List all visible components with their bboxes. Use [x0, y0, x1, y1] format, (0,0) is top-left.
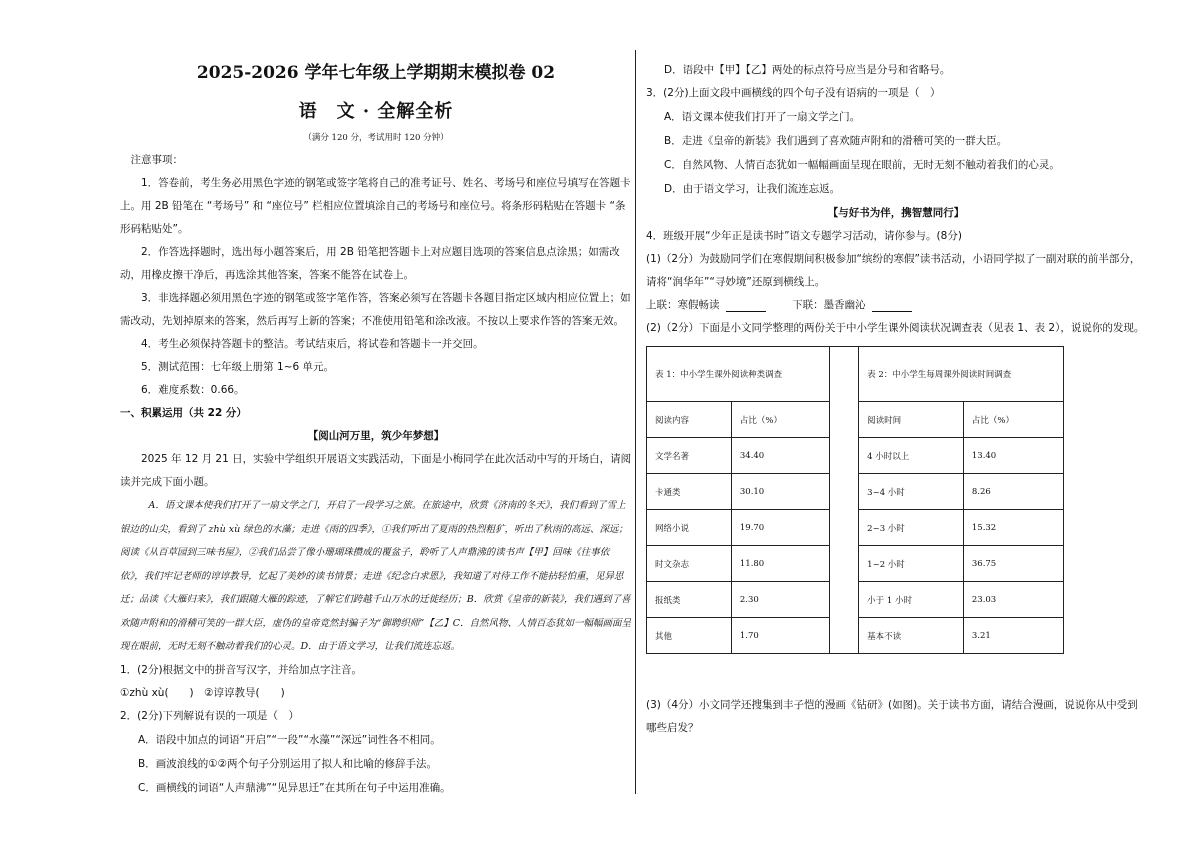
table1-header-ratio: 占比（%）	[731, 402, 829, 438]
table1-cell: 报纸类	[647, 582, 732, 618]
table1-cell: 30.10	[731, 474, 829, 510]
q3-stem: 3．(2分)上面文段中画横线的四个句子没有语病的一项是（ ）	[646, 87, 941, 99]
note-item-5: 5．测试范围：七年级上册第 1~6 单元。	[141, 361, 335, 373]
reading-passage: A．语文课本使我们打开了一扇文学之门，开启了一段学习之旅。在旅途中，欣赏《济南的冬天》，我们看到了雪上银边的山尖，看到了 zhù xù 绿色的水藻；走进《雨的四季》，①我们听出了夏雨的热烈粗犷，听出了秋雨的高远、深远；阅读《从百草园到三味书屋》，②我们品尝了像小珊瑚珠攒成的覆盆子，聆听了人声鼎沸的读书声【甲】回味《往事依依》，我们牢记老师的谆谆教导，忆起了美妙的读书情景；走进《纪念白求恩》，我知道了对待工作不能拈轻怕重，见异思迁；品读《大雁归来》，我们跟随大雁的踪迹，了解它们跨越千山万水的迁徙经历；B．欣赏《皇帝的新装》，我们遇到了喜欢随声附和的滑稽可笑的一群大臣，虚伪的皇帝竟然封骗子为“御聘织师”【乙】C．自然风物、人情百态犹如一幅幅画面呈现在眼前，无时无刻不触动着我们的心灵。D．由于语文学习，让我们流连忘返。	[120, 500, 631, 652]
q2-option-b: B．画波浪线的①②两个句子分别运用了拟人和比喻的修辞手法。	[138, 757, 438, 770]
note-item-6: 6．难度系数：0.66。	[141, 384, 245, 396]
table2-cell: 1~2 小时	[859, 546, 964, 582]
table-gap	[830, 347, 859, 654]
table2-cell: 4 小时以上	[859, 438, 964, 474]
table1-cell: 2.30	[731, 582, 829, 618]
q3-option-d: D．由于语文学习，让我们流连忘返。	[664, 183, 841, 195]
table2-header-ratio: 占比（%）	[963, 402, 1063, 438]
q4-sub2: (2)（2分）下面是小文同学整理的两份关于中小学生课外阅读状况调查表（见表 1、表 2），说说你的发现。	[646, 322, 1145, 334]
right-column	[646, 58, 1146, 740]
exam-subtitle: 语 文 · 全解全析	[298, 101, 454, 122]
table2-cell: 23.03	[963, 582, 1063, 618]
table1-cell: 时文杂志	[647, 546, 732, 582]
q1-parts: ①zhù xù( ) ②谆谆教导( )	[120, 686, 285, 699]
exam-title: 2025-2026 学年七年级上学期期末模拟卷 02	[196, 63, 556, 83]
theme-two: 【与好书为伴，携智慧同行】	[827, 207, 965, 219]
table2-cell: 3~4 小时	[859, 474, 964, 510]
score-note: （满分 120 分，考试用时 120 分钟）	[303, 133, 449, 143]
q4-sub3: (3)（4分）小文同学还搜集到丰子恺的漫画《钻研》(如图)。关于读书方面，请结合漫画，说说你从中受到哪些启发？	[646, 699, 1138, 734]
left-column	[120, 58, 632, 800]
q2-stem: 2．(2分)下列解说有误的一项是（ ）	[120, 709, 300, 722]
table2-caption: 表 2：中小学生每周课外阅读时间调查	[859, 347, 1064, 402]
q3-option-c: C．自然风物、人情百态犹如一幅幅画面呈现在眼前，无时无刻不触动着我们的心灵。	[664, 159, 1060, 171]
table2-header-time: 阅读时间	[859, 402, 964, 438]
column-divider	[635, 50, 636, 794]
table1-cell: 卡通类	[647, 474, 732, 510]
table1-header-content: 阅读内容	[647, 402, 732, 438]
section-intro: 2025 年 12 月 21 日，实验中学组织开展语文实践活动，下面是小梅同学在此次活动中写的开场白，请阅读并完成下面小题。	[120, 453, 632, 488]
note-item-3: 3．非选择题必须用黑色字迹的钢笔或签字笔作答，答案必须写在答题卡各题目指定区域内相应位置上；如需改动，先划掉原来的答案，然后再写上新的答案；不准使用铅笔和涂改液。不按以上要求作答的答案无效。	[120, 292, 631, 327]
table1-caption: 表 1：中小学生课外阅读种类调查	[647, 347, 830, 402]
q2-option-d: D．语段中【甲】【乙】两处的标点符号应当是分号和省略号。	[664, 64, 951, 76]
section-heading: 一、积累运用（共 22 分）	[120, 407, 247, 419]
q2-option-a: A．语段中加点的词语“开启”“一段”“水藻”“深远”词性各不相同。	[138, 733, 441, 746]
table2-cell: 3.21	[963, 618, 1063, 654]
couplet-upper-blank[interactable]	[726, 299, 766, 312]
table1-cell: 文学名著	[647, 438, 732, 474]
q2-option-c: C．画横线的词语“人声鼎沸”“见异思迁”在其所在句子中运用准确。	[138, 781, 451, 794]
table2-cell: 基本不读	[859, 618, 964, 654]
section-theme: 【阅山河万里，筑少年梦想】	[307, 430, 445, 442]
table1-cell: 11.80	[731, 546, 829, 582]
note-item-2: 2．作答选择题时，选出每小题答案后，用 2B 铅笔把答题卡上对应题目选项的答案信息点涂黑；如需改动，用橡皮擦干净后，再选涂其他答案，答案不能答在试卷上。	[120, 246, 620, 281]
couplet-lower: 下联：墨香幽沁	[792, 299, 866, 311]
survey-tables	[646, 346, 1064, 654]
couplet-line	[646, 294, 1146, 317]
table2-cell: 36.75	[963, 546, 1063, 582]
table1-cell: 其他	[647, 618, 732, 654]
q3-option-b: B．走进《皇帝的新装》我们遇到了喜欢随声附和的滑稽可笑的一群大臣。	[664, 135, 1008, 147]
table2-cell: 8.26	[963, 474, 1063, 510]
table2-cell: 小于 1 小时	[859, 582, 964, 618]
notes-heading: 注意事项：	[130, 154, 183, 166]
table1-cell: 34.40	[731, 438, 829, 474]
table2-cell: 2~3 小时	[859, 510, 964, 546]
table1-cell: 19.70	[731, 510, 829, 546]
table2-cell: 13.40	[963, 438, 1063, 474]
q1-stem: 1．(2分)根据文中的拼音写汉字，并给加点字注音。	[120, 663, 363, 676]
q3-option-a: A．语文课本使我们打开了一扇文学之门。	[664, 111, 861, 123]
q4-stem: 4．班级开展“少年正是读书时”语文专题学习活动，请你参与。(8分)	[646, 230, 962, 242]
table1-cell: 1.70	[731, 618, 829, 654]
table2-cell: 15.32	[963, 510, 1063, 546]
couplet-lower-blank[interactable]	[872, 299, 912, 312]
note-item-4: 4．考生必须保持答题卡的整洁。考试结束后，将试卷和答题卡一并交回。	[141, 338, 484, 350]
note-item-1: 1．答卷前，考生务必用黑色字迹的钢笔或签字笔将自己的准考证号、姓名、考场号和座位号填写在答题卡上。用 2B 铅笔在 “考场号” 和 “座位号” 栏相应位置填涂自己的考场号和座位号。将条形码粘贴在答题卡 “条形码粘贴处”。	[120, 177, 631, 235]
q4-sub1: (1)（2分）为鼓励同学们在寒假期间积极参加“缤纷的寒假”读书活动，小语同学拟了一副对联的前半部分，请将“润华年”“寻妙境”还原到横线上。	[646, 253, 1141, 288]
couplet-upper: 上联：寒假畅读	[646, 299, 720, 311]
table1-cell: 网络小说	[647, 510, 732, 546]
